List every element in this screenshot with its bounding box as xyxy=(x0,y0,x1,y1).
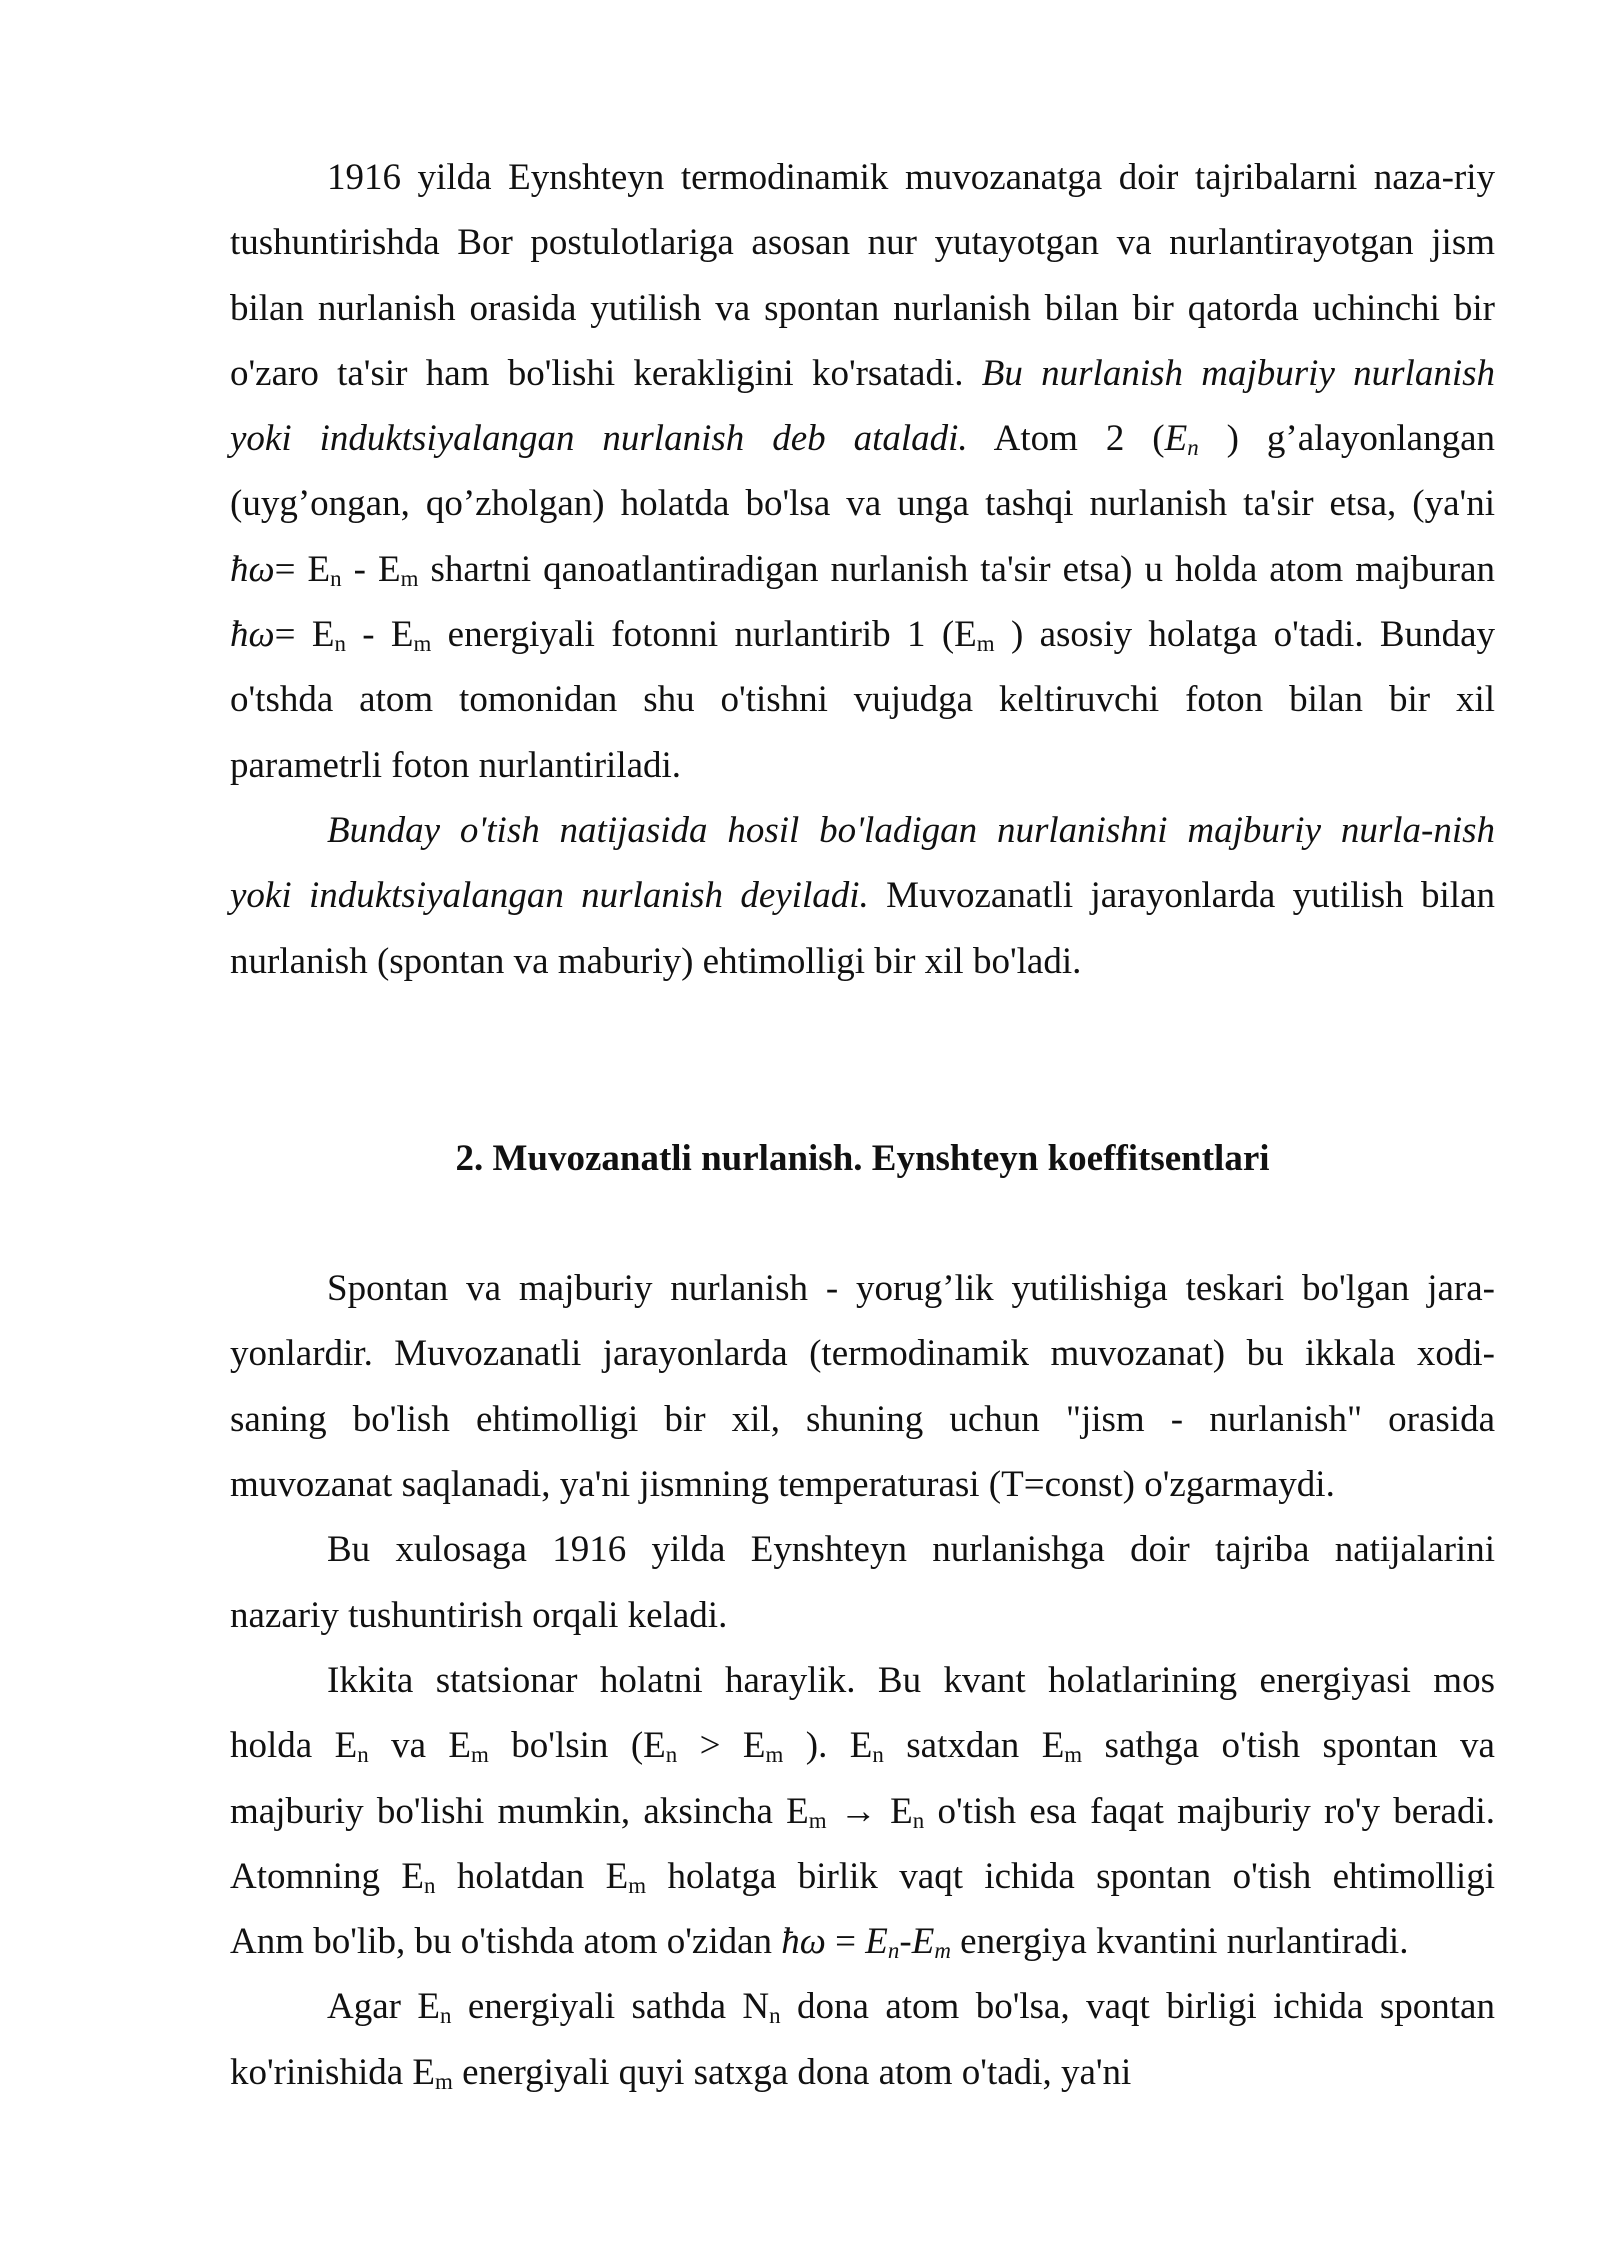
text-run: = E xyxy=(274,614,335,656)
text-run: energiyali fotonni nurlantirib 1 (E xyxy=(431,614,977,656)
italic-text: ħω xyxy=(230,614,275,656)
text-run: → E xyxy=(826,1790,913,1832)
text-run: Muvozanatli jarayonlarda yutilish bilan xyxy=(868,875,1495,917)
paragraph-line xyxy=(230,341,1495,406)
subscript: n xyxy=(912,1807,925,1833)
subscript: n xyxy=(665,1742,678,1768)
italic-text: -E xyxy=(899,1921,935,1963)
subscript: m xyxy=(976,631,995,657)
paragraph-line xyxy=(230,210,1495,275)
text-run: parametrli foton nurlantiriladi. xyxy=(230,744,682,786)
text-run: Anm bo'lib, bu o'tishda atom o'zidan xyxy=(230,1921,782,1963)
text-run: energiyali sathda N xyxy=(451,1986,770,2028)
paragraph-line xyxy=(230,863,1495,928)
text-run: = xyxy=(825,1921,866,1963)
text-run: holda E xyxy=(230,1725,358,1767)
text-run: ko'rinishida E xyxy=(230,2051,435,2093)
text-run: > E xyxy=(677,1725,766,1767)
italic-text: ħω xyxy=(781,1921,826,1963)
paragraph-6 xyxy=(230,1974,1495,2105)
paragraph-5 xyxy=(230,1648,1495,1974)
paragraph-line xyxy=(230,798,1495,863)
text-run: Ikkita statsionar holatni haraylik. Bu kvant holatlarining energiyasi mos xyxy=(327,1659,1495,1701)
text-run: - E xyxy=(345,614,414,656)
paragraph-line xyxy=(230,2040,1495,2105)
italic-text: ħω xyxy=(230,548,275,590)
paragraph-line xyxy=(230,1452,1495,1517)
paragraph-line xyxy=(230,1321,1495,1386)
italic-text: yoki induktsiyalangan nurlanish deyiladi. xyxy=(230,875,869,917)
subscript: m xyxy=(765,1742,784,1768)
text-run: holatdan E xyxy=(435,1855,629,1897)
text-run: sathga o'tish spontan va xyxy=(1082,1725,1495,1767)
paragraph-1 xyxy=(230,145,1495,798)
subscript: m xyxy=(808,1807,827,1833)
text-run: - E xyxy=(341,548,401,590)
italic-text: Bunday o'tish natijasida hosil bo'ladigan nurlanishni majburiy nurla-nish xyxy=(327,809,1495,851)
text-run: Agar E xyxy=(327,1986,440,2028)
text-run: nurlanish (spontan va maburiy) ehtimolligi bir xil bo'ladi. xyxy=(230,940,1082,982)
paragraph-line xyxy=(230,1583,1495,1648)
paragraph-line xyxy=(230,602,1495,667)
subscript: n xyxy=(439,2003,452,2029)
italic-text: E xyxy=(1164,418,1188,460)
subscript: m xyxy=(471,1742,489,1768)
paragraph-2 xyxy=(230,798,1495,994)
paragraph-line xyxy=(230,537,1495,602)
text-run: (uyg’ongan, qo’zholgan) holatda bo'lsa va unga tashqi nurlanish ta'sir etsa, (ya'ni xyxy=(230,483,1495,525)
subscript: n xyxy=(330,565,342,591)
paragraph-line xyxy=(230,1713,1495,1778)
paragraph-line xyxy=(230,1648,1495,1713)
text-run: energiyali quyi satxga dona atom o'tadi, ya'ni xyxy=(452,2051,1132,2093)
subscript: n xyxy=(769,2003,781,2029)
text-run: nazariy tushuntirish orqali keladi. xyxy=(230,1594,728,1636)
paragraph-line xyxy=(230,733,1495,798)
text-run: va E xyxy=(368,1725,472,1767)
subscript: m xyxy=(628,1872,647,1898)
text-run: = E xyxy=(274,548,331,590)
subscript: m xyxy=(435,2068,453,2094)
subscript: n xyxy=(887,1938,900,1964)
subscript: n xyxy=(872,1742,884,1768)
text-run: o'tish esa faqat majburiy ro'y beradi. xyxy=(924,1790,1495,1832)
text-run: o'tshda atom tomonidan shu o'tishni vujudga keltiruvchi foton bilan bir xil xyxy=(230,679,1495,721)
text-run: saning bo'lish ehtimolligi bir xil, shuning uchun "jism - nurlanish" orasida xyxy=(230,1398,1495,1440)
text-run: energiya kvantini nurlantiradi. xyxy=(950,1921,1409,1963)
subscript: m xyxy=(934,1938,951,1964)
text-run: o'zaro ta'sir ham bo'lishi kerakligini ko'rsatadi. xyxy=(230,352,982,394)
text-run: muvozanat saqlanadi, ya'ni jismning temperaturasi (T=const) o'zgarmaydi. xyxy=(230,1464,1335,1506)
text-run: dona atom bo'lsa, vaqt birligi ichida spontan xyxy=(780,1986,1495,2028)
paragraph-line xyxy=(230,1387,1495,1452)
paragraph-4 xyxy=(230,1517,1495,1648)
subscript: m xyxy=(400,565,419,591)
text-run: ) g’alayonlangan xyxy=(1198,418,1496,460)
text-run: ) asosiy holatga o'tadi. Bunday xyxy=(994,614,1495,656)
text-run: Atom 2 ( xyxy=(967,418,1165,460)
paragraph-line xyxy=(230,276,1495,341)
text-run: 1916 yilda Eynshteyn termodinamik muvozanatga doir tajribalarni naza-riy xyxy=(327,157,1495,198)
text-run: yonlardir. Muvozanatli jarayonlarda (termodinamik muvozanat) bu ikkala xodi- xyxy=(230,1333,1495,1375)
text-run: bilan nurlanish orasida yutilish va spontan nurlanish bilan bir qatorda uchinchi bir xyxy=(230,287,1495,329)
subscript: n xyxy=(424,1872,436,1898)
paragraph-line xyxy=(230,1256,1495,1321)
paragraph-line xyxy=(230,1909,1495,1974)
paragraph-line xyxy=(230,1974,1495,2039)
text-run: bo'lsin (E xyxy=(488,1725,666,1767)
paragraph-line xyxy=(230,1779,1495,1844)
text-run: Bu xulosaga 1916 yilda Eynshteyn nurlanishga doir tajriba natijalarini xyxy=(327,1529,1495,1571)
italic-text: yoki induktsiyalangan nurlanish deb ataladi. xyxy=(230,418,968,460)
paragraph-line xyxy=(230,667,1495,732)
text-run: Spontan va majburiy nurlanish - yorug’lik yutilishiga teskari bo'lgan jara- xyxy=(327,1268,1495,1310)
text-run: holatga birlik vaqt ichida spontan o'tish ehtimolligi xyxy=(646,1855,1495,1897)
section-heading: 2. Muvozanatli nurlanish. Eynshteyn koeffitsentlari xyxy=(455,1137,1270,1179)
text-run: shartni qanoatlantiradigan nurlanish ta'sir etsa) u holda atom majburan xyxy=(418,548,1496,590)
text-run: Atomning E xyxy=(230,1855,425,1897)
paragraph-line xyxy=(230,406,1495,471)
italic-text: Bu nurlanish majburiy nurlanish xyxy=(981,352,1495,394)
text-run: ). E xyxy=(783,1725,873,1767)
text-run: satxdan E xyxy=(883,1725,1065,1767)
subscript: n xyxy=(357,1742,369,1768)
document-body xyxy=(230,145,1495,2105)
subscript: m xyxy=(413,631,432,657)
subscript: n xyxy=(1187,435,1199,461)
paragraph-line xyxy=(230,145,1495,210)
italic-text: E xyxy=(865,1921,888,1963)
paragraph-3 xyxy=(230,1256,1495,1517)
text-run: tushuntirishda Bor postulotlariga asosan nur yutayotgan va nurlantirayotgan jism xyxy=(230,222,1495,264)
paragraph-line xyxy=(230,1844,1495,1909)
text-run: majburiy bo'lishi mumkin, aksincha E xyxy=(230,1790,809,1832)
paragraph-line xyxy=(230,471,1495,536)
paragraph-line xyxy=(230,1517,1495,1582)
paragraph-line xyxy=(230,929,1495,994)
subscript: n xyxy=(334,631,346,657)
subscript: m xyxy=(1064,1742,1083,1768)
